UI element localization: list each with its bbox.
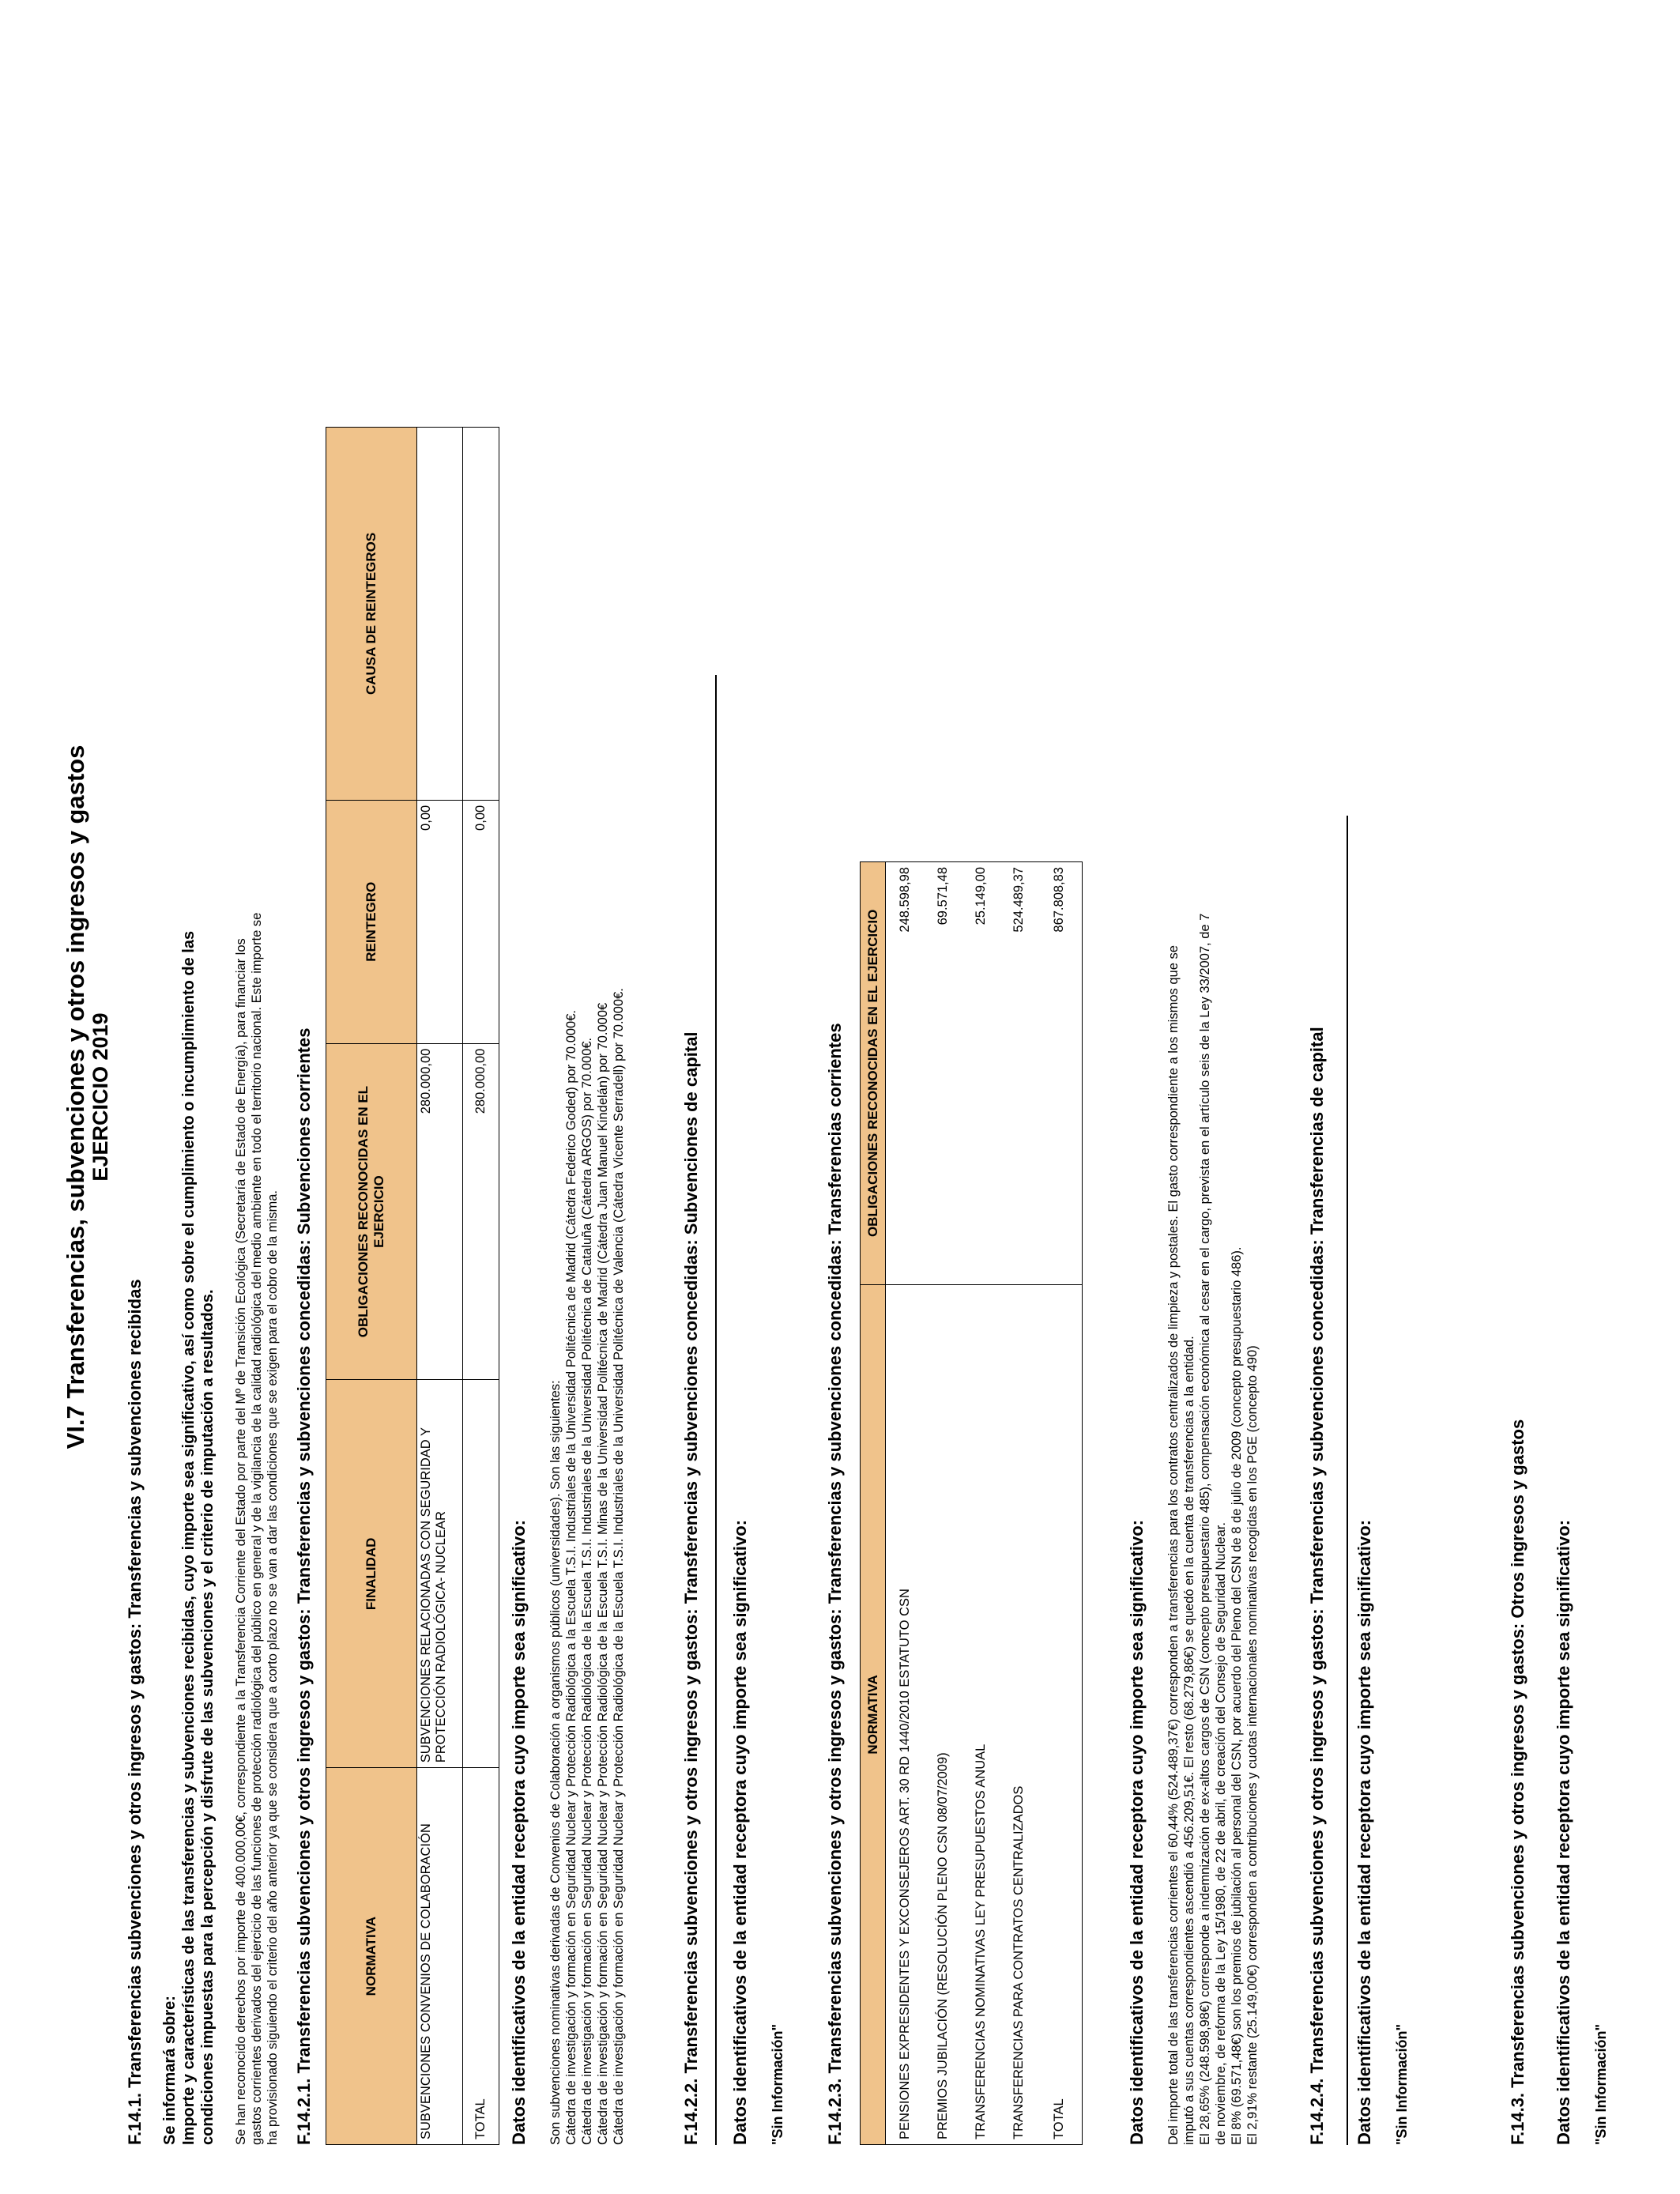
- table-header-row: [326, 428, 417, 2145]
- f1423-datos-line: El 28,65% (248.598,98€) corresponde a indemnización de ex-altos cargos de CSN (concepto presupuestario 485), compensación económica al cesar en el cargo, prevista en el artículo seis de la Ley 33/2007, de 7: [1198, 913, 1212, 2145]
- cell-obligaciones: 248.598,98: [886, 862, 925, 1285]
- col-header-reintegro: REINTEGRO: [326, 800, 417, 1043]
- f1421-datos-line: Cátedra de investigación y formación en Seguridad Nuclear y Protección Radiológica de la Escuela T.S.I. Industriales de la Universidad Politécnica de Cataluña (Cátedra ARGOS) por 70.000€.: [580, 1037, 594, 2145]
- f1423-datos-line: de noviembre, de reforma de la Ley 15/1980, de 22 de abril, de creación del Consejo de Seguridad Nuclear.: [1214, 1522, 1228, 2145]
- cell-total-label: TOTAL: [1038, 1284, 1082, 2144]
- cell-finalidad: SUBVENCIONES RELACIONADAS CON SEGURIDAD Y PROTECCIÓN RADIOLÓGICA- NUCLEAR: [417, 1380, 463, 1768]
- cell-total-obligaciones: 867.808,83: [1038, 862, 1082, 1285]
- table-row: [962, 862, 1000, 2145]
- col-header-normativa: NORMATIVA: [326, 1768, 417, 2145]
- cell-finalidad: [463, 1380, 499, 1768]
- cell-obligaciones: 524.489,37: [1000, 862, 1038, 1285]
- table-total-row: [463, 428, 499, 2145]
- f1421-datos-line: Cátedra de investigación y formación en Seguridad Nuclear y Protección Radiológica de la Escuela T.S.I. Minas de la Universidad Politécnica de Madrid (Cátedra Juan Manuel Kindelán) por 70.000€: [596, 1002, 610, 2145]
- col-header-obligaciones: OBLIGACIONES RECONOCIDAS EN EL EJERCICIO: [861, 862, 886, 1285]
- cell-total-reintegro: 0,00: [463, 800, 499, 1043]
- f1423-datos-line: Del importe total de las transferencias corrientes el 60,44% (524.489,37€) corresponden a transferencias para los contratos centralizados de limpieza y postales. El gasto correspondiente a los mismos que se: [1166, 945, 1181, 2145]
- cell-normativa: PREMIOS JUBILACIÓN (RESOLUCIÓN PLENO CSN 08/07/2009): [924, 1284, 962, 2144]
- table-row: [417, 428, 463, 2145]
- f1422-sin-informacion: "Sin Información": [770, 2023, 785, 2145]
- f1424-heading: F.14.2.4. Transferencias subvenciones y otros ingresos y gastos: Transferencias y subvenciones concedidas: Transferencias de capital: [1307, 1027, 1327, 2145]
- cell-obligaciones: 25.149,00: [962, 862, 1000, 1285]
- f141-paragraph-line: ha provisionado siguiendo el criterio del año anterior ya que se considera que a corto plazo no se van a dar las condiciones que se exigen para el cobro de la misma.: [266, 1190, 280, 2145]
- table-row: [886, 862, 925, 2145]
- cell-total-obligaciones: 280.000,00: [463, 1043, 499, 1380]
- f143-heading: F.14.3. Transferencias subvenciones y otros ingresos y gastos: Otros ingresos y gastos: [1508, 1419, 1527, 2145]
- f141-paragraph-line: Se han reconocido derechos por importe de 400.000,00€, correspondiente a la Transferencia Corriente del Estado por parte del Mº de Transición Ecológica (Secretaría de Estado de Energía), para financiar los: [234, 938, 248, 2145]
- f1421-datos-line: Cátedra de investigación y formación en Seguridad Nuclear y Protección Radiológica de la Escuela T.S.I. Industriales de la Universidad Politécnica de Valencia (Cátedra Vicente Serradell) por 70.000€.: [612, 988, 626, 2145]
- f1423-datos-heading: Datos identificativos de la entidad receptora cuyo importe sea significativo:: [1127, 1520, 1147, 2145]
- f141-inform-line: Importe y características de las transferencias y subvenciones recibidas, cuyo importe sea significativo, así como sobre el cumplimiento o incumplimiento de las: [180, 930, 198, 2145]
- cell-reintegro: 0,00: [417, 800, 463, 1043]
- f1421-datos-heading: Datos identificativos de la entidad receptora cuyo importe sea significativo:: [509, 1520, 529, 2145]
- cell-normativa: TRANSFERENCIAS PARA CONTRATOS CENTRALIZADOS: [1000, 1284, 1038, 2144]
- subvenciones-corrientes-table: [326, 427, 499, 2145]
- col-header-finalidad: FINALIDAD: [326, 1380, 417, 1768]
- f1421-datos-line: Cátedra de investigación y formación en Seguridad Nuclear y Protección Radiológica a la Escuela T.S.I. Industriales de la Universidad Politécnica de Madrid (Cátedra Federico Goded) por 70.000€.: [564, 1010, 578, 2145]
- f1422-datos-heading: Datos identificativos de la entidad receptora cuyo importe sea significativo:: [730, 1520, 750, 2145]
- table-header-row: [861, 862, 886, 2145]
- cell-obligaciones: 280.000,00: [417, 1043, 463, 1380]
- cell-causa: [463, 428, 499, 801]
- col-header-normativa: NORMATIVA: [861, 1284, 886, 2144]
- f1423-datos-line: El 8% (69.571,48€) son los premios de jubilación al personal del CSN, por acuerdo del Pleno del CSN de 8 de julio de 2009 (concepto presupuestario 486).: [1230, 1246, 1244, 2145]
- f143-datos-heading: Datos identificativos de la entidad receptora cuyo importe sea significativo:: [1554, 1520, 1573, 2145]
- divider: [1347, 816, 1348, 2145]
- page-title: VI.7 Transferencias, subvenciones y otros ingresos y gastos: [62, 745, 89, 1449]
- f1421-datos-line: Son subvenciones nominativas derivadas de Convenios de Colaboración a organismos públicos (universidades). Son las siguientes:: [548, 1380, 563, 2145]
- page-subtitle: EJERCICIO 2019: [89, 1012, 112, 1182]
- cell-causa: [417, 428, 463, 801]
- f141-heading: F.14.1. Transferencias subvenciones y otros ingresos y gastos: Transferencias y subvenciones recibidas: [125, 1279, 145, 2145]
- cell-normativa: TRANSFERENCIAS NOMINATIVAS LEY PRESUPUESTOS ANUAL: [962, 1284, 1000, 2144]
- f141-inform-label: Se informará sobre:: [161, 1996, 179, 2145]
- f1421-heading: F.14.2.1. Transferencias subvenciones y otros ingresos y gastos: Transferencias y subvenciones concedidas: Subvenciones corrientes: [294, 1027, 314, 2145]
- cell-total-label: TOTAL: [463, 1768, 499, 2145]
- transferencias-corrientes-table: [860, 861, 1083, 2145]
- f143-sin-informacion: "Sin Información": [1593, 2023, 1609, 2145]
- f1424-datos-heading: Datos identificativos de la entidad receptora cuyo importe sea significativo:: [1354, 1520, 1374, 2145]
- col-header-causa-reintegros: CAUSA DE REINTEGROS: [326, 428, 417, 801]
- cell-normativa: SUBVENCIONES CONVENIOS DE COLABORACIÓN: [417, 1768, 463, 2145]
- table-total-row: [1038, 862, 1082, 2145]
- f141-paragraph-line: gastos corrientes derivados del ejercicio de las funciones de protección radiológica del público en general y de la vigilancia de la calidad radiológica del medio ambiente en todo el territorio nacional. Este importe se: [250, 912, 264, 2145]
- f141-inform-line: condiciones impuestas para la percepción y disfrute de las subvenciones y el criterio de imputación a resultados.: [199, 1289, 217, 2145]
- col-header-obligaciones: OBLIGACIONES RECONOCIDAS EN EL EJERCICIO: [326, 1043, 417, 1380]
- f1424-sin-informacion: "Sin Información": [1394, 2023, 1410, 2145]
- table-row: [924, 862, 962, 2145]
- f1423-heading: F.14.2.3. Transferencias subvenciones y otros ingresos y gastos: Transferencias y subvenciones concedidas: Transferencias corrientes: [825, 1023, 845, 2145]
- f1423-datos-line: imputó a sus cuentas correspondientes ascendió a 456.209,51€. El resto (68.279,86€) se quedó en la cuenta de transferencias a la entidad.: [1182, 1336, 1196, 2145]
- f1422-heading: F.14.2.2. Transferencias subvenciones y otros ingresos y gastos: Transferencias y subvenciones concedidas: Subvenciones de capital: [681, 1031, 701, 2145]
- cell-normativa: PENSIONES EXPRESIDENTES Y EXCONSEJEROS ART. 30 RD 1440/2010 ESTATUTO CSN: [886, 1284, 925, 2144]
- table-row: [1000, 862, 1038, 2145]
- cell-obligaciones: 69.571,48: [924, 862, 962, 1285]
- divider: [715, 675, 717, 2145]
- f1423-datos-line: El 2,91% restante (25.149,00€) corresponden a contribuciones y cuotas internacionales nominativas recogidas en los PGE (concepto 490): [1245, 1345, 1260, 2145]
